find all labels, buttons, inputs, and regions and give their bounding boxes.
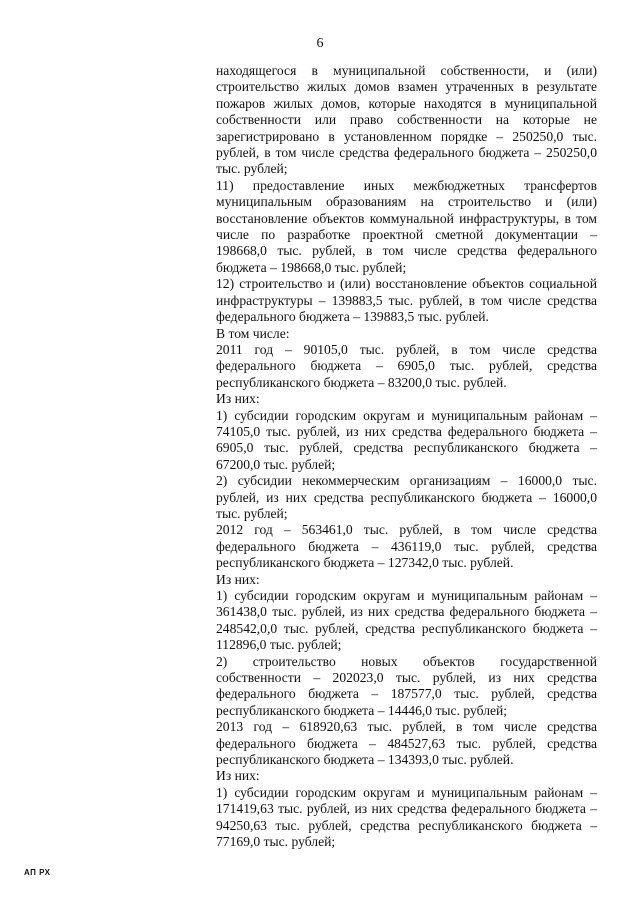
paragraph-item-11: 11) предоставление иных межбюджетных трансфертов муниципальным образованиям на строительство и (или) восстановление объектов коммунальной инфраструктуры, в том числе по разработке проектной сметной документации – 198668,0 тыс. рублей, в том числе средства федерального бюджета – 198668,0 тыс. рублей;	[216, 177, 597, 275]
paragraph-2011-subsidies-municipal: 1) субсидии городским округам и муниципальным районам – 74105,0 тыс. рублей, из них средства федерального бюджета – 6905,0 тыс. рублей, средства республиканского бюджета – 67200,0 тыс. рублей;	[216, 407, 597, 472]
paragraph-iz-nih-2013: Из них:	[216, 768, 260, 784]
paragraph-year-2011: 2011 год – 90105,0 тыс. рублей, в том числе средства федерального бюджета – 6905,0 тыс. рублей, средства республиканского бюджета – 83200,0 тыс. рублей.	[216, 341, 597, 390]
paragraph-item-12: 12) строительство и (или) восстановление объектов социальной инфраструктуры – 139883,5 тыс. рублей, в том числе средства федерального бюджета – 139883,5 тыс. рублей.	[216, 276, 597, 325]
paragraph-2012-construction: 2) строительство новых объектов государственной собственности – 202023,0 тыс. рублей, из них средства федерального бюджета – 187577,0 тыс. рублей, средства республиканского бюджета – 14446,0 тыс. рублей;	[216, 653, 597, 718]
paragraph-iz-nih-2011: Из них:	[216, 391, 260, 407]
paragraph-pozhary-zhilye-doma: находящегося в муниципальной собственности, и (или) строительство жилых домов взамен утраченных в результате пожаров жилых домов, которые находятся в муниципальной собственности или право собственности на которые не зарегистрировано в установленном порядке – 250250,0 тыс. рублей, в том числе средства федерального бюджета – 250250,0 тыс. рублей;	[216, 63, 597, 177]
paragraph-year-2012: 2012 год – 563461,0 тыс. рублей, в том числе средства федерального бюджета – 436119,0 тыс. рублей, средства республиканского бюджета – 127342,0 тыс. рублей.	[216, 522, 597, 571]
paragraph-v-tom-chisle: В том числе:	[216, 325, 290, 341]
paragraph-2013-subsidies-municipal: 1) субсидии городским округам и муниципальным районам – 171419,63 тыс. рублей, из них средства федерального бюджета – 94250,63 тыс. рублей, средства республиканского бюджета – 77169,0 тыс. рублей;	[216, 784, 597, 850]
page-number: 6	[316, 36, 324, 51]
paragraph-iz-nih-2012: Из них:	[216, 571, 260, 587]
paragraph-2012-subsidies-municipal: 1) субсидии городским округам и муниципальным районам – 361438,0 тыс. рублей, из них средства федерального бюджета – 248542,0,0 тыс. рублей, средства республиканского бюджета – 112896,0 тыс. рублей;	[216, 588, 597, 653]
paragraph-2011-subsidies-nonprofit: 2) субсидии некоммерческим организациям – 16000,0 тыс. рублей, из них средства республиканского бюджета – 16000,0 тыс. рублей;	[216, 473, 597, 521]
body-text	[216, 63, 597, 851]
paragraph-year-2013: 2013 год – 618920,63 тыс. рублей, в том числе средства федерального бюджета – 484527,63 тыс. рублей, средства республиканского бюджета – 134393,0 тыс. рублей.	[216, 719, 597, 768]
footer-mark: АП РХ	[24, 868, 51, 877]
